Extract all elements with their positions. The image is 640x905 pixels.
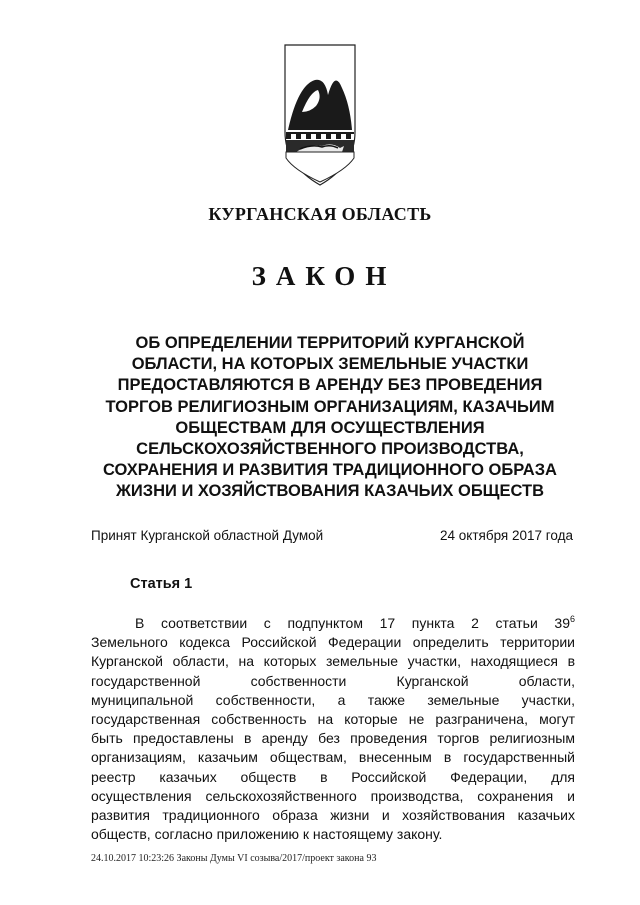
article-line: Земельного кодекса Российской Федерации определить территории [91,634,575,651]
article-line: реестр казачьих обществ в Российской Федерации, для [91,768,575,785]
document-type-heading: ЗАКОН [251,261,397,291]
law-title-line: ОБЩЕСТВАМ ДЛЯ ОСУЩЕСТВЛЕНИЯ [175,418,485,437]
document-footer: 24.10.2017 10:23:26 Законы Думы VI созыва/2017/проект закона 93 [91,853,377,864]
article-body [91,614,575,844]
article-superscript: 6 [569,614,575,624]
article-first-line-text: В соответствии с подпунктом 17 пункта 2 статьи 39 [135,615,570,631]
adoption-info [91,528,573,543]
law-title-line: ТОРГОВ РЕЛИГИОЗНЫМ ОРГАНИЗАЦИЯМ, КАЗАЧЬИМ [105,397,555,416]
law-title-line: СЕЛЬСКОХОЗЯЙСТВЕННОГО ПРОИЗВОДСТВА, [136,440,524,459]
law-title-line: ОБЛАСТИ, НА КОТОРЫХ ЗЕМЕЛЬНЫЕ УЧАСТКИ [131,355,529,374]
article-line: Курганской области, на которых земельные участки, находящиеся в [91,653,575,670]
law-title-line: ЖИЗНИ И ХОЗЯЙСТВОВАНИЯ КАЗАЧЬИХ ОБЩЕСТВ [115,482,545,501]
law-title [80,333,580,503]
article-line: быть предоставлены в аренду без проведения торгов религиозным [91,730,575,747]
article-line: государственная собственность на которые не разграничена, могут [91,711,575,728]
article-line: организациям, казачьим обществам, внесенным в государственный [91,749,575,766]
law-title-line: ПРЕДОСТАВЛЯЮТСЯ В АРЕНДУ БЕЗ ПРОВЕДЕНИЯ [117,376,543,395]
article-line: обществ, согласно приложению к настоящему закону. [91,826,443,843]
law-title-line: СОХРАНЕНИЯ И РАЗВИТИЯ ТРАДИЦИОННОГО ОБРАЗА [103,461,557,480]
adopted-by: Принят Курганской областной Думой [91,528,324,543]
article-line: развития традиционного образа жизни и хозяйствования казачьих [91,807,575,824]
law-title-line: ОБ ОПРЕДЕЛЕНИИ ТЕРРИТОРИЙ КУРГАНСКОЙ [135,334,525,352]
coat-of-arms-icon [280,40,360,190]
article-heading: Статья 1 [130,576,193,592]
region-name: КУРГАНСКАЯ ОБЛАСТЬ [208,204,432,224]
article-line: государственной собственности Курганской области, [91,672,575,689]
article-line [91,614,575,633]
article-line: осуществления сельскохозяйственного производства, сохранения и [91,787,575,804]
adoption-date: 24 октября 2017 года [440,528,573,543]
article-line: муниципальной собственности, а также земельные участки, [91,691,575,708]
